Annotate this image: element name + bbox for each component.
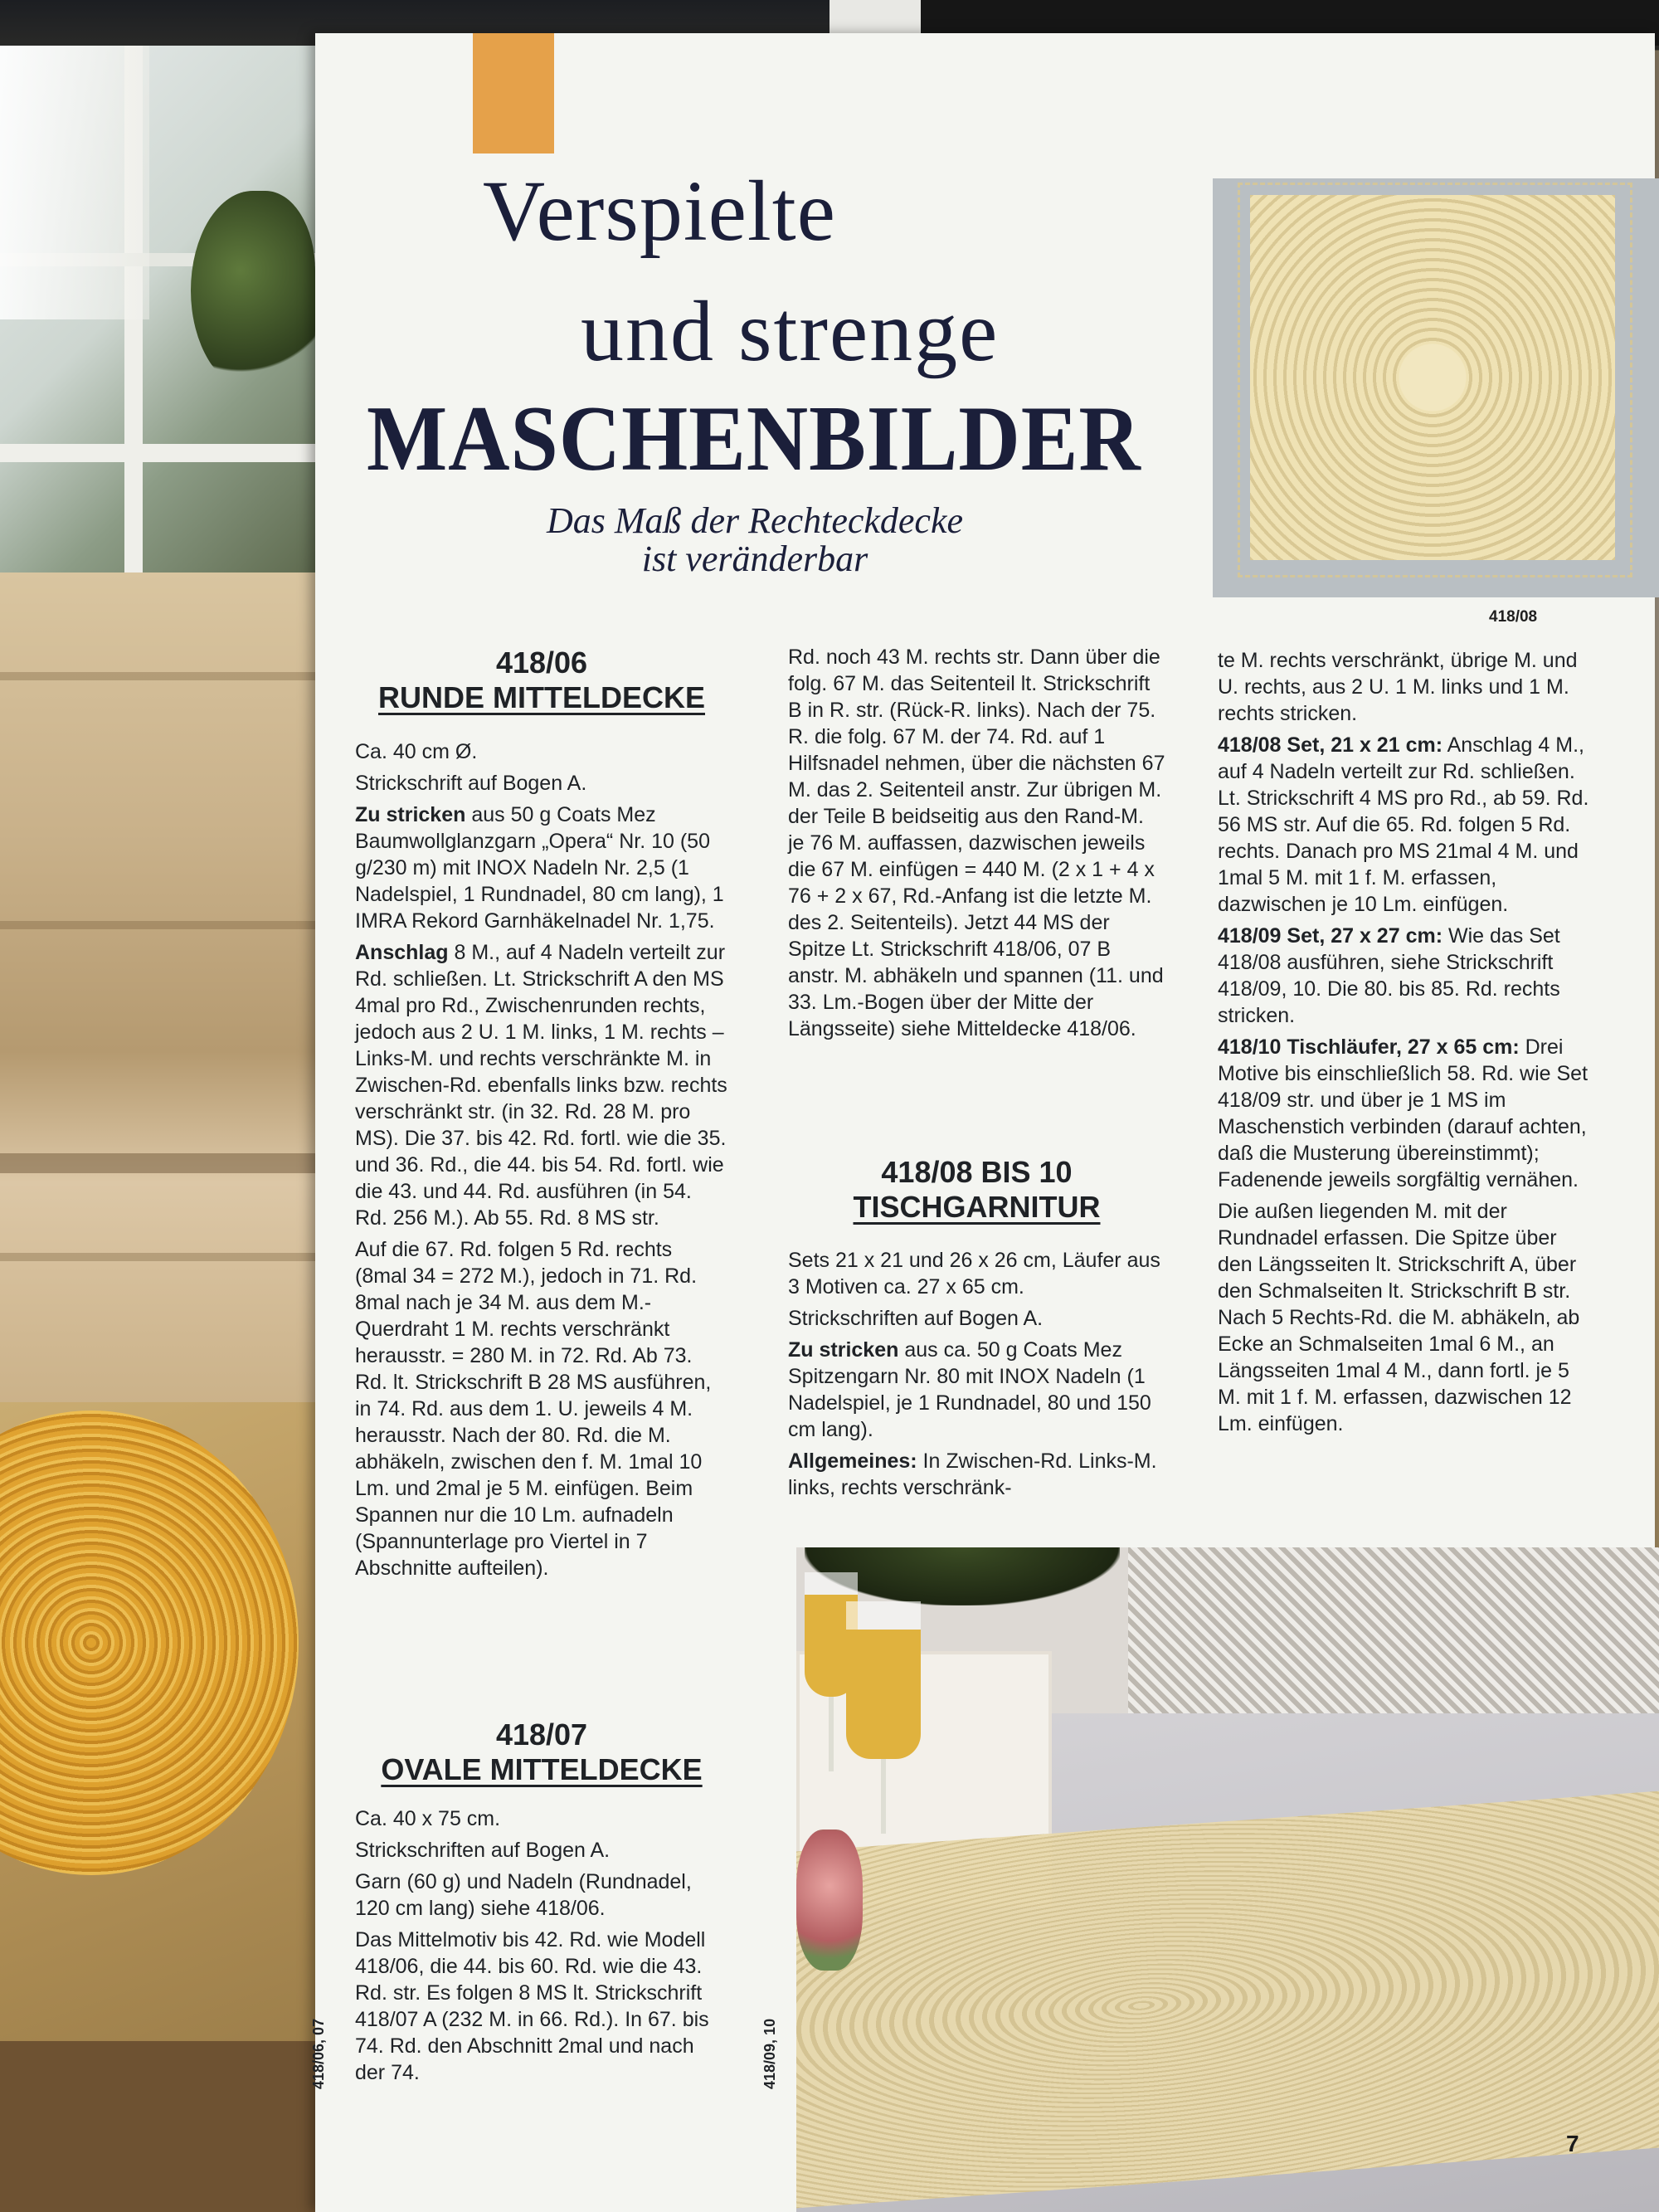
paragraph-text: Drei Motive bis einschließlich 58. Rd. wie Set 418/09 str. und über je 1 MS im Maschenstich verbinden (darauf achten, daß die Musterung übereinstimmt); Fadenende jeweils sorgfältig vernähen. [1218, 1035, 1588, 1191]
plant [191, 191, 315, 390]
floor [0, 2041, 324, 2212]
column-runde-body [355, 738, 728, 1586]
sofa-fold [0, 1253, 324, 1261]
size-text: Ca. 40 x 75 cm. [355, 1807, 501, 1830]
column-3 [1218, 647, 1591, 1442]
headline-line-1: Verspielte [483, 163, 836, 259]
curtain [0, 46, 149, 319]
section-heading-runde [355, 646, 728, 715]
flowers [796, 1830, 863, 1971]
bold-label: 418/09 Set, 27 x 27 cm: [1218, 924, 1443, 948]
sofa-cushion-edge [0, 1153, 324, 1173]
instructions-paragraph: Rd. noch 43 M. rechts str. Dann über die folg. 67 M. das Seitenteil lt. Strickschrift B in R. str. (Rück-R. links). Nach der 75. R. die folg. 67 M. der 74. Rd. auf 1 Hilfsnadel nehmen, über die nächsten 67 M. das 2. Seitenteil anstr. Zur übrigen M. der Teile B beidseitig aus den Rand-M. je 76 M. auffassen, dazwischen jeweils die 67 M. einfügen = 440 M. (2 x 1 + 4 x 76 + 2 x 67, Rd.-Anfang ist die letzte M. des 2. Seitenteils). Jetzt 44 MS der Spitze Lt. Strickschrift 418/06, 07 B anstr. M. abhäkeln und spannen (11. und 33. Lm.-Bogen über der Mitte der Längsseite) siehe Mitteldecke 418/06. [788, 646, 1165, 1040]
column-ovale-body [355, 1805, 728, 2091]
side-caption-left: 418/06, 07 [310, 2018, 327, 2089]
materials-paragraph: Garn (60 g) und Nadeln (Rundnadel, 120 cm lang) siehe 418/06. [355, 1870, 692, 1920]
instructions-paragraph: Das Mittelmotiv bis 42. Rd. wie Modell 418/06, die 44. bis 60. Rd. wie die 43. Rd. str. Es folgen 8 MS lt. Strickschrift 418/07 A (232 M. in 66. Rd.). In 67. bis 74. Rd. den Abschnitt 2mal und nach der 74. [355, 1928, 709, 2084]
subtitle [465, 502, 1045, 578]
section-heading-ovale [355, 1717, 728, 1787]
lace-table-runner [796, 1791, 1659, 2209]
section-title: RUNDE MITTELDECKE [378, 680, 705, 714]
pattern-text: Strickschriften auf Bogen A. [355, 1839, 611, 1862]
sofa-fold [0, 672, 324, 680]
sofa-fold [0, 921, 324, 929]
section-number: 418/08 BIS 10 [881, 1155, 1073, 1189]
bold-label: 418/08 Set, 21 x 21 cm: [1218, 733, 1443, 757]
sofa [0, 572, 324, 1444]
headline-line-3: MASCHENBILDER [367, 387, 1141, 490]
glass-stem [881, 1759, 886, 1834]
set-0808-paragraph [1218, 732, 1591, 918]
window-frame [0, 444, 315, 462]
pattern-text: Strickschriften auf Bogen A. [788, 1307, 1044, 1330]
section-title: OVALE MITTELDECKE [381, 1752, 703, 1786]
general-paragraph [788, 1448, 1165, 1501]
pattern-text: Strickschrift auf Bogen A. [355, 772, 587, 795]
section-number: 418/07 [495, 1717, 588, 1752]
section-number: 418/06 [495, 646, 588, 680]
materials-paragraph [355, 801, 728, 934]
orange-accent-square [473, 33, 554, 153]
square-doily [1250, 195, 1615, 560]
instructions-paragraph: Auf die 67. Rd. folgen 5 Rd. rechts (8mal 34 = 272 M.), jedoch in 71. Rd. 8mal nach je 34 M. aus dem M.-Querdraht 1 M. rechts verschränkt herausstr. = 280 M. in 72. Rd. Ab 73. Rd. lt. Strickschrift B 28 MS ausführen, in 74. Rd. aus dem 1. U. jeweils 4 M. herausstr. Nach der 80. Rd. die M. abhäkeln, zwischen den f. M. 1mal 10 Lm. und 2mal je 5 M. einfügen. Beim Spannen nur die 10 Lm. aufnadeln (Spannunterlage pro Viertel in 7 Abschnitte aufteilen). [355, 1238, 712, 1580]
headline-line-2: und strenge [581, 284, 1000, 379]
final-paragraph: Die außen liegenden M. mit der Rundnadel erfassen. Die Spitze über den Längsseiten lt. Strickschrift A, über den Schmalseiten lt. Strickschrift B str. Nach 5 Rechts-Rd. die M. abhäkeln, ab Ecke an Schmalseiten 1mal 6 M., an Längsseiten 1mal 4 M., dann fortl. je 5 M. mit 1 f. M. erfassen, dazwischen 12 Lm. einfügen. [1218, 1200, 1580, 1435]
wine-glass [846, 1601, 921, 1759]
section-heading-tisch [788, 1155, 1165, 1225]
set-0809-paragraph [1218, 923, 1591, 1029]
intro-paragraph: te M. rechts verschränkt, übrige M. und U. rechts, aus 2 U. 1 M. links und 1 M. rechts stricken. [1218, 649, 1578, 725]
materials-paragraph [788, 1337, 1165, 1443]
section-title: TISCHGARNITUR [853, 1190, 1101, 1224]
cast-on-paragraph [355, 939, 728, 1231]
bold-label: Zu stricken [355, 803, 466, 826]
bold-label: Zu stricken [788, 1338, 899, 1362]
paragraph-text: Anschlag 4 M., auf 4 Nadeln verteilt zur Rd. schließen. Lt. Strickschrift 4 MS pro Rd., ab 59. Rd. 56 MS str. Auf die 65. Rd. folgen 5 Rd. rechts. Danach pro MS 21mal 4 M. und 1mal 5 M. mit 1 f. M. erfassen, dazwischen je 10 Lm. einfügen. [1218, 733, 1589, 916]
sets-text: Sets 21 x 21 und 26 x 26 cm, Läufer aus 3 Motiven ca. 27 x 65 cm. [788, 1249, 1160, 1298]
paragraph-text: 8 M., auf 4 Nadeln verteilt zur Rd. schließen. Lt. Strickschrift A den MS 4mal pro Rd., Zwischenrunden rechts, jedoch aus 2 U. 1 M. links, 1 M. rechts – Links-M. und rechts verschränkte M. in Zwischen-Rd. ebenfalls links bzw. rechts verschränkt str. (in 32. Rd. 28 M. pro MS). Die 37. bis 42. Rd. fortl. wie die 35. und 36. Rd., die 44. bis 54. Rd. fortl. wie die 43. und 44. Rd. ausführen (in 54. Rd. 256 M.). Ab 55. Rd. 8 MS str. [355, 941, 727, 1230]
size-text: Ca. 40 cm Ø. [355, 740, 478, 763]
square-doily-photo [1213, 178, 1659, 597]
bold-label: 418/10 Tischläufer, 27 x 65 cm: [1218, 1035, 1520, 1059]
subtitle-line-2: ist veränderbar [641, 538, 868, 579]
paragraph-text: aus 50 g Coats Mez Baumwollglanzgarn „Opera“ Nr. 10 (50 g/230 m) mit INOX Nadeln Nr. 2,5 (1 Nadelspiel, 1 Rundnadel, 80 cm lang), 1 IMRA Rekord Garnhäkelnadel Nr. 1,75. [355, 803, 724, 933]
glass-stem [829, 1697, 834, 1771]
column-2-continuation [788, 644, 1165, 1047]
side-caption-middle: 418/09, 10 [761, 2018, 778, 2089]
bold-label: Allgemeines: [788, 1449, 917, 1473]
subtitle-line-1: Das Maß der Rechteckdecke [546, 500, 964, 541]
page-number: 7 [1566, 2131, 1579, 2156]
light-top-strip [830, 0, 921, 33]
bold-label: Anschlag [355, 941, 449, 964]
table-setting-photo [796, 1547, 1659, 2212]
paragraph-text: Wie das Set 418/08 ausführen, siehe Strickschrift 418/09, 10. Die 80. bis 85. Rd. rechts stricken. [1218, 924, 1560, 1027]
column-tisch-body [788, 1247, 1165, 1506]
set-0810-paragraph [1218, 1034, 1591, 1193]
photo-caption: 418/08 [1489, 608, 1538, 626]
paragraph-text: In Zwischen-Rd. Links-M. links, rechts verschränk- [788, 1449, 1157, 1499]
paragraph-text: aus ca. 50 g Coats Mez Spitzengarn Nr. 80 mit INOX Nadeln (1 Nadelspiel, je 1 Rundnadel, 80 und 150 cm lang). [788, 1338, 1151, 1441]
